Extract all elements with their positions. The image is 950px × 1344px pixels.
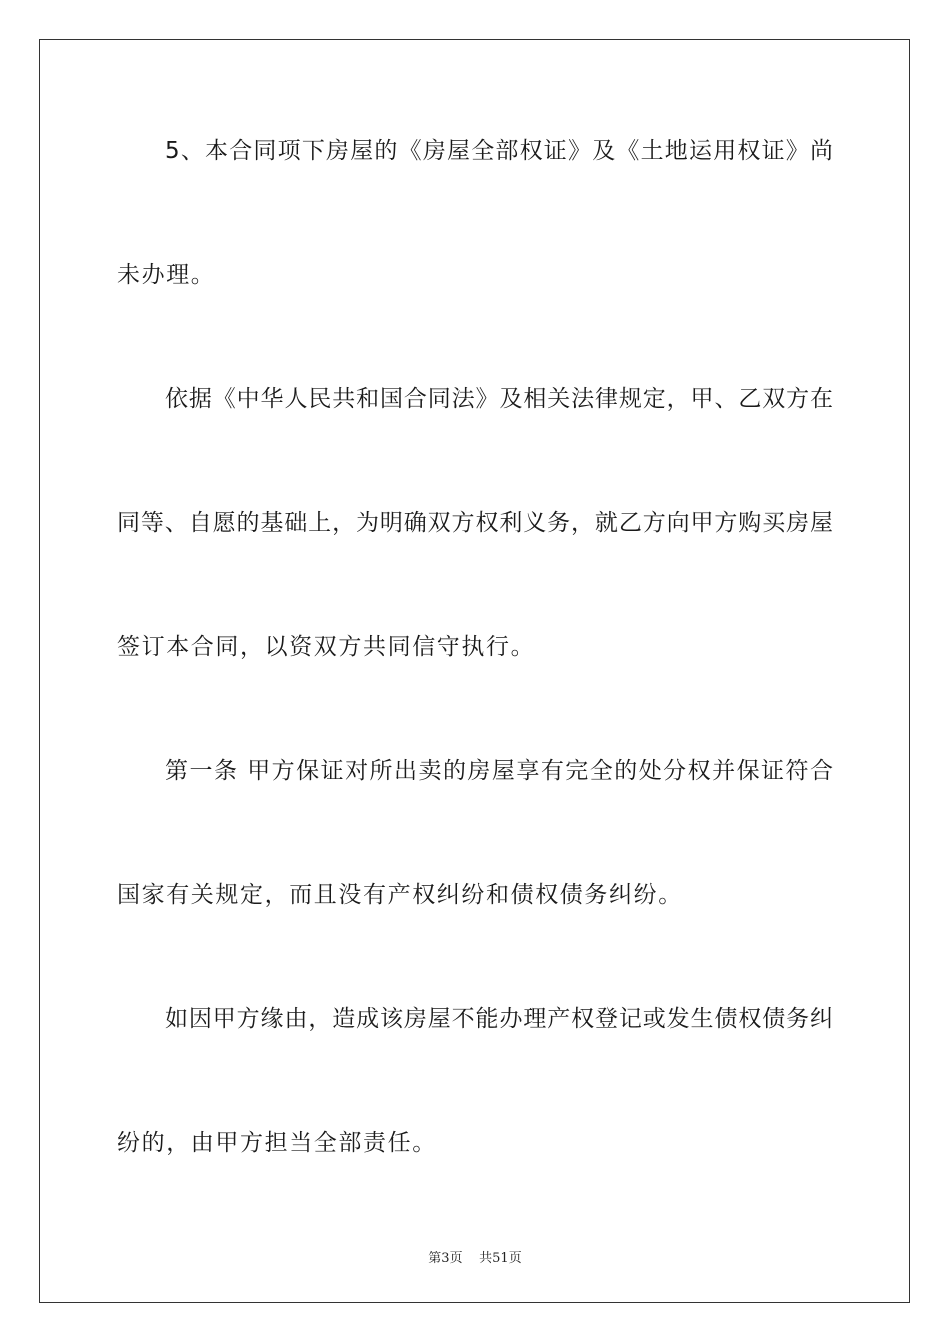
paragraph-line-6: 第一条 甲方保证对所出卖的房屋享有完全的处分权并保证符合 bbox=[165, 758, 833, 784]
paragraph-line-1: 5、本合同项下房屋的《房屋全部权证》及《土地运用权证》尚 bbox=[165, 138, 833, 164]
paragraph-line-9: 纷的，由甲方担当全部责任。 bbox=[117, 1130, 437, 1156]
page-footer bbox=[0, 1247, 950, 1266]
page-border bbox=[39, 39, 910, 1303]
paragraph-line-7: 国家有关规定，而且没有产权纠纷和债权债务纠纷。 bbox=[117, 882, 683, 908]
paragraph-line-2: 未办理。 bbox=[117, 262, 216, 288]
footer-page-number: 3 bbox=[441, 1251, 450, 1266]
footer-total-pages: 51 bbox=[492, 1251, 509, 1266]
paragraph-line-3: 依据《中华人民共和国合同法》及相关法律规定，甲、乙双方在 bbox=[165, 386, 833, 412]
paragraph-line-8: 如因甲方缘由，造成该房屋不能办理产权登记或发生债权债务纠 bbox=[165, 1006, 833, 1032]
paragraph-line-5: 签订本合同，以资双方共同信守执行。 bbox=[117, 634, 536, 660]
footer-page-suffix: 页 bbox=[449, 1251, 463, 1266]
paragraph-line-4: 同等、自愿的基础上，为明确双方权利义务，就乙方向甲方购买房屋 bbox=[117, 510, 833, 536]
footer-total-prefix: 共 bbox=[479, 1251, 493, 1266]
footer-total-suffix: 页 bbox=[508, 1251, 522, 1266]
footer-page-prefix: 第 bbox=[428, 1251, 442, 1266]
